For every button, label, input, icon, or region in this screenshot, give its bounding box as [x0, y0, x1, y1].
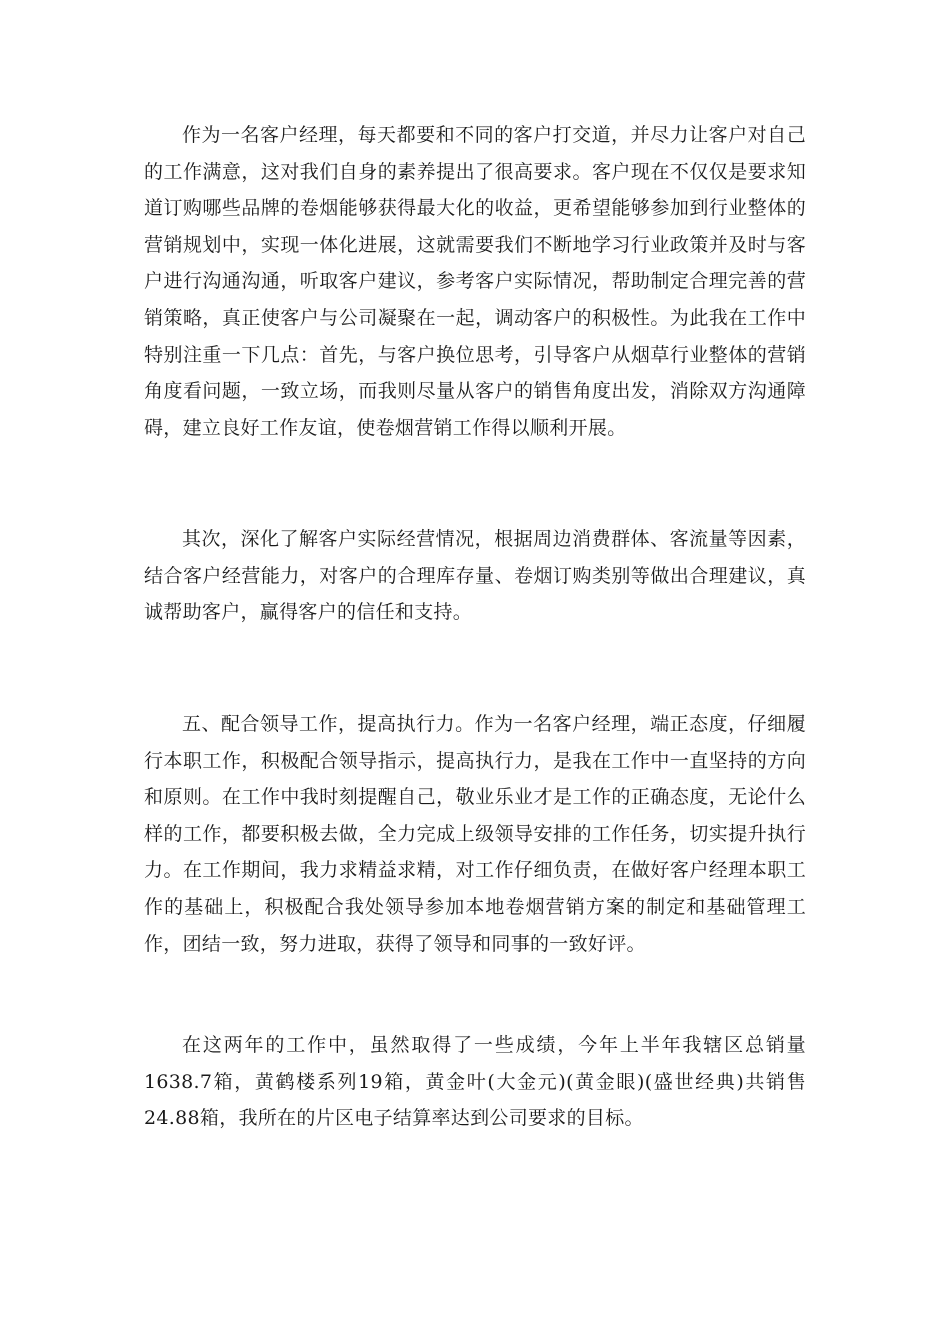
- paragraph-customer-relations: 作为一名客户经理，每天都要和不同的客户打交道，并尽力让客户对自己的工作满意，这对我们自身的素养提出了很高要求。客户现在不仅仅是要求知道订购哪些品牌的卷烟能够获得最大化的收益，更希望能够参加到行业整体的营销规划中，实现一体化进展，这就需要我们不断地学习行业政策并及时与客户进行沟通沟通，听取客户建议，参考客户实际情况，帮助制定合理完善的营销策略，真正使客户与公司凝聚在一起，调动客户的积极性。为此我在工作中特别注重一下几点：首先，与客户换位思考，引导客户从烟草行业整体的营销角度看问题，一致立场，而我则尽量从客户的销售角度出发，消除双方沟通障碍，建立良好工作友谊，使卷烟营销工作得以顺利开展。: [144, 124, 806, 439]
- paragraph-customer-operations: 其次，深化了解客户实际经营情况，根据周边消费群体、客流量等因素，结合客户经营能力，对客户的合理库存量、卷烟订购类别等做出合理建议，真诚帮助客户，赢得客户的信任和支持。: [144, 528, 806, 624]
- paragraph-sales-results: 在这两年的工作中，虽然取得了一些成绩，今年上半年我辖区总销量1638.7箱，黄鹤楼系列19箱，黄金叶(大金元)(黄金眼)(盛世经典)共销售24.88箱，我所在的片区电子结算率达到公司要求的目标。: [144, 1034, 806, 1130]
- paragraph-leadership-execution: 五、配合领导工作，提高执行力。作为一名客户经理，端正态度，仔细履行本职工作，积极配合领导指示，提高执行力，是我在工作中一直坚持的方向和原则。在工作中我时刻提醒自己，敬业乐业才是工作的正确态度，无论什么样的工作，都要积极去做，全力完成上级领导安排的工作任务，切实提升执行力。在工作期间，我力求精益求精，对工作仔细负责，在做好客户经理本职工作的基础上，积极配合我处领导参加本地卷烟营销方案的制定和基础管理工作，团结一致，努力进取，获得了领导和同事的一致好评。: [144, 713, 806, 955]
